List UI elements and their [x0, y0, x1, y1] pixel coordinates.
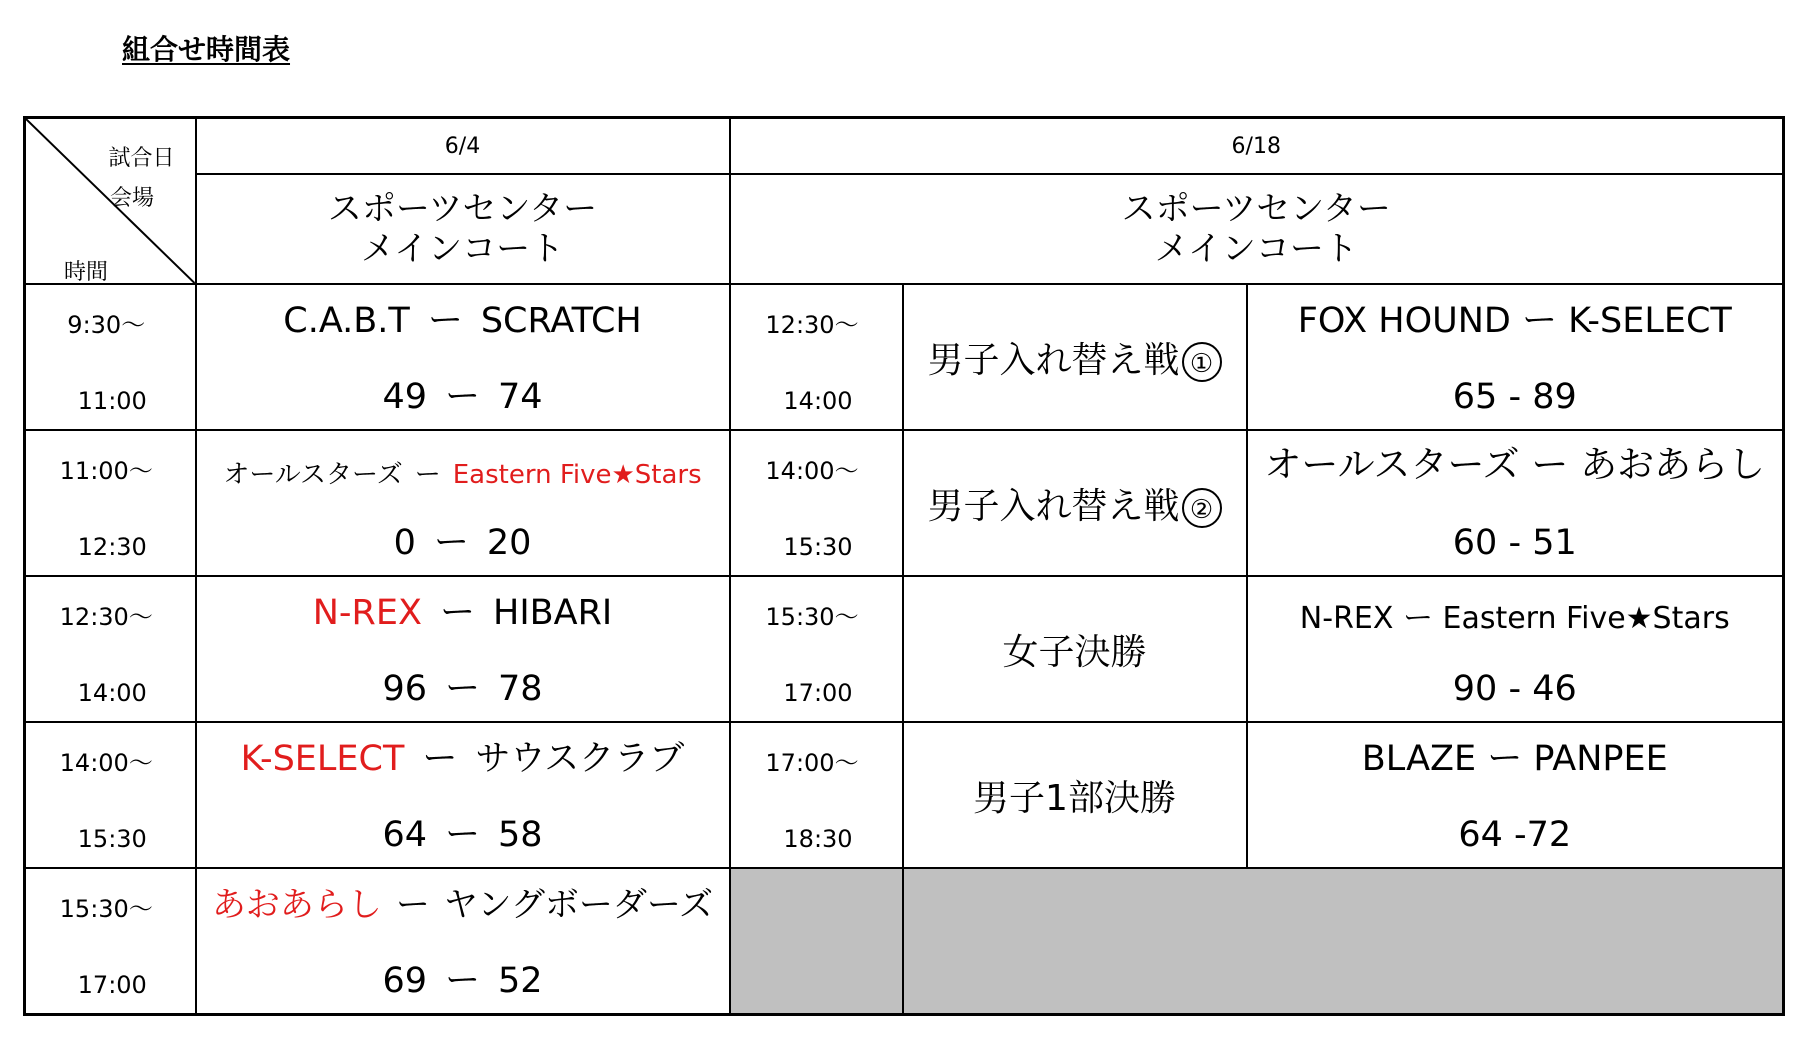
match-score: 90 - 46 — [1452, 669, 1577, 709]
team-separator: ー — [414, 460, 441, 490]
day1-match-cell — [196, 868, 730, 1014]
schedule-table — [23, 116, 1785, 1016]
match-teams — [197, 591, 729, 635]
day2-venue-line1: スポーツセンター — [1121, 189, 1391, 230]
time-end: 12:30 — [77, 533, 147, 561]
day2-venue-header — [730, 174, 1784, 284]
team1-name: K-SELECT — [240, 739, 405, 779]
day1-time-cell — [25, 576, 196, 722]
day1-date-header: 6/4 — [196, 118, 730, 175]
empty-cell — [730, 868, 903, 1014]
day2-time-cell — [730, 284, 903, 430]
time-start: 15:30～ — [765, 603, 859, 631]
day1-venue-line2: メインコート — [360, 229, 565, 270]
time-end: 17:00 — [77, 970, 147, 999]
table-row — [25, 284, 1784, 430]
event-name: 男子入れ替え戦 — [927, 339, 1180, 381]
time-start: 17:00～ — [765, 749, 859, 777]
circled-number-icon: ② — [1182, 488, 1222, 528]
day1-time-cell — [25, 430, 196, 576]
match-teams: FOX HOUND ー K-SELECT — [1297, 301, 1732, 341]
corner-time-label: 時間 — [64, 260, 109, 284]
match-score — [197, 813, 729, 857]
score1: 49 — [382, 377, 427, 417]
match-teams: N-REX ー Eastern Five★Stars — [1299, 601, 1730, 636]
team-separator: ー — [422, 739, 458, 779]
table-row — [25, 576, 1784, 722]
score-separator: ー — [433, 523, 469, 563]
day2-event-cell: 男子1部決勝 — [903, 722, 1247, 868]
score2: 74 — [498, 377, 543, 417]
score-separator: ー — [444, 815, 480, 855]
day2-match-cell — [1247, 576, 1784, 722]
table-row — [25, 722, 1784, 868]
score2: 78 — [498, 669, 543, 709]
page-title: 組合せ時間表 — [122, 33, 291, 66]
score1: 69 — [382, 960, 427, 1001]
table-row — [25, 868, 1784, 1014]
match-score — [197, 521, 729, 565]
time-end: 15:30 — [783, 533, 853, 561]
empty-cell — [903, 868, 1784, 1014]
match-teams: オールスターズ ー あおあらし — [1264, 443, 1766, 486]
day2-event-cell: 女子決勝 — [903, 576, 1247, 722]
event-name: 男子入れ替え戦 — [927, 485, 1180, 527]
match-score: 65 - 89 — [1452, 377, 1577, 417]
team-separator: ー — [427, 301, 463, 341]
time-start: 15:30～ — [59, 895, 153, 923]
score1: 0 — [393, 523, 416, 563]
team2-name: SCRATCH — [480, 301, 642, 341]
match-teams — [197, 453, 729, 497]
day2-match-cell — [1247, 284, 1784, 430]
team-separator: ー — [439, 593, 475, 633]
match-teams: BLAZE ー PANPEE — [1361, 739, 1668, 779]
day2-match-cell — [1247, 430, 1784, 576]
match-teams — [197, 737, 729, 781]
corner-header-cell — [25, 118, 196, 285]
match-score: 64 -72 — [1458, 815, 1572, 855]
time-start: 9:30～ — [67, 311, 146, 339]
time-start: 11:00～ — [59, 457, 153, 485]
team2-name: HIBARI — [493, 593, 613, 633]
team2-name: サウスクラブ — [475, 739, 685, 779]
time-start: 12:30～ — [765, 311, 859, 339]
score1: 64 — [382, 815, 427, 855]
match-teams — [197, 299, 729, 343]
day2-time-cell — [730, 722, 903, 868]
match-teams — [197, 883, 729, 927]
day2-date-header: 6/18 — [730, 118, 1784, 175]
score2: 20 — [486, 523, 532, 563]
time-end: 14:00 — [77, 679, 147, 707]
day1-match-cell — [196, 576, 730, 722]
day2-event-cell — [903, 284, 1247, 430]
time-end: 14:00 — [783, 387, 853, 415]
score-separator: ー — [444, 960, 480, 1001]
score-separator: ー — [444, 669, 480, 709]
team1-name: オールスターズ — [223, 460, 403, 490]
score1: 96 — [382, 669, 427, 709]
team1-name: N-REX — [312, 593, 422, 633]
day1-time-cell — [25, 722, 196, 868]
match-score — [197, 959, 729, 1003]
day2-time-cell — [730, 576, 903, 722]
corner-venue-label: 会場 — [110, 186, 155, 211]
day2-venue-line2: メインコート — [1154, 229, 1358, 270]
match-score — [197, 667, 729, 711]
day2-time-cell — [730, 430, 903, 576]
day1-time-cell — [25, 868, 196, 1014]
day1-venue-line1: スポーツセンター — [327, 189, 598, 230]
corner-date-label: 試合日 — [108, 146, 175, 171]
team1-name: あおあらし — [211, 885, 382, 925]
time-start: 12:30～ — [59, 603, 153, 631]
day1-match-cell — [196, 722, 730, 868]
score2: 52 — [498, 960, 543, 1001]
match-score — [197, 375, 729, 419]
day2-event-cell — [903, 430, 1247, 576]
team2-name: ヤングボーダーズ — [443, 885, 714, 925]
day1-time-cell — [25, 284, 196, 430]
circled-number-icon: ① — [1182, 342, 1222, 382]
time-end: 11:00 — [77, 387, 147, 415]
day2-match-cell — [1247, 722, 1784, 868]
day1-match-cell — [196, 284, 730, 430]
day1-venue-header — [196, 174, 730, 284]
score-separator: ー — [444, 377, 480, 417]
table-row — [25, 430, 1784, 576]
time-start: 14:00～ — [59, 749, 153, 777]
team2-name: Eastern Five★Stars — [452, 460, 702, 490]
header-date-row — [25, 118, 1784, 175]
day1-match-cell — [196, 430, 730, 576]
team1-name: C.A.B.T — [283, 301, 410, 341]
time-end: 17:00 — [783, 679, 853, 707]
time-end: 18:30 — [783, 825, 853, 853]
team-separator: ー — [395, 885, 430, 925]
match-score: 60 - 51 — [1452, 523, 1577, 563]
time-end: 15:30 — [77, 825, 147, 853]
header-venue-row — [25, 174, 1784, 284]
time-start: 14:00～ — [765, 457, 859, 485]
score2: 58 — [498, 815, 543, 855]
